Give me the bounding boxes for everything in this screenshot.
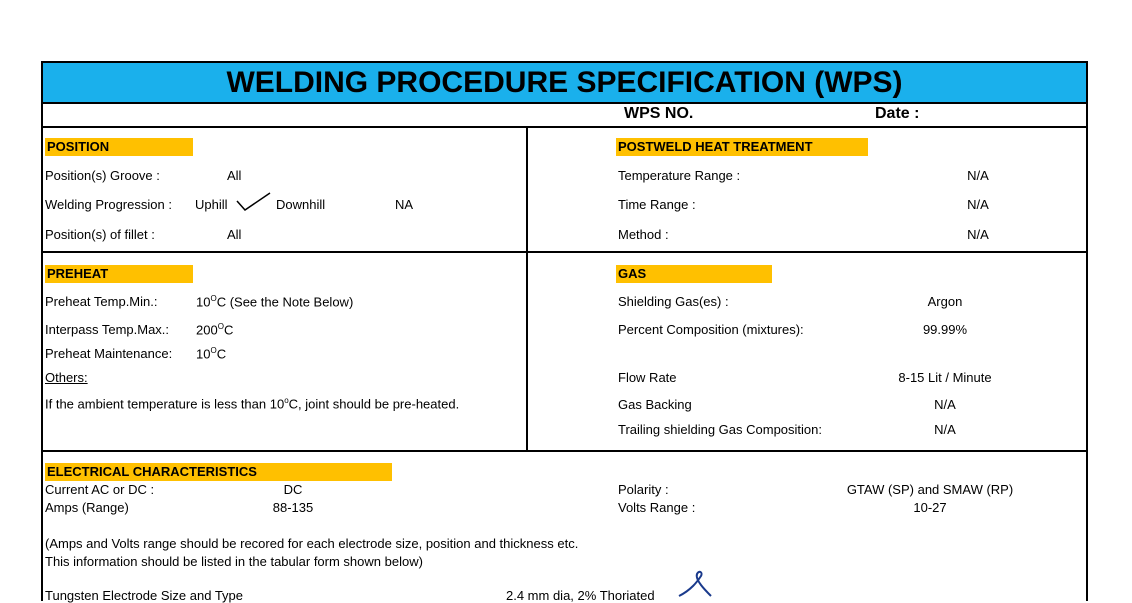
trailing-value: N/A: [934, 422, 956, 437]
interpass-value: $200^OC$: [196, 322, 234, 338]
composition-value: 99.99%: [922, 322, 968, 337]
pwht-header: POSTWELD HEAT TREATMENT: [616, 138, 868, 156]
current-label: Current AC or DC :: [45, 482, 155, 497]
volts-label: Volts Range :: [618, 500, 696, 515]
wps-no-label: WPS NO.: [624, 105, 694, 122]
volts-value: 10-27: [913, 500, 947, 515]
preheat-min-label: Preheat Temp.Min.:: [45, 294, 158, 309]
position-header: POSITION: [45, 138, 193, 156]
wps-sheet: [41, 61, 1088, 601]
progression-other-value: NA: [395, 197, 414, 212]
flow-label: Flow Rate: [618, 370, 677, 385]
date-label: Date :: [875, 105, 920, 122]
maintenance-label: Preheat Maintenance:: [45, 346, 173, 361]
downhill-option: Downhill: [276, 197, 326, 212]
backing-value: N/A: [934, 397, 956, 412]
backing-label: Gas Backing: [618, 397, 692, 412]
checkmark-icon: [236, 191, 272, 213]
electrical-header: ELECTRICAL CHARACTERISTICS: [45, 463, 392, 481]
tungsten-label: Tungsten Electrode Size and Type: [45, 588, 244, 603]
pwht-method-value: N/A: [967, 227, 989, 242]
composition-label: Percent Composition (mixtures):: [618, 322, 804, 337]
pwht-temp-value: N/A: [967, 168, 989, 183]
column-divider: [526, 126, 528, 452]
progression-label: Welding Progression :: [45, 197, 172, 212]
pwht-time-label: Time Range :: [618, 197, 696, 212]
shielding-label: Shielding Gas(es) :: [618, 294, 729, 309]
uphill-option: Uphill: [195, 197, 228, 212]
groove-label: Position(s) Groove :: [45, 168, 160, 183]
pwht-temp-label: Temperature Range :: [618, 168, 741, 183]
preheat-min-value: $10^OC$ (See the Note Below): [196, 294, 354, 310]
flow-value: 8-15 Lit / Minute: [898, 370, 992, 385]
amps-label: Amps (Range): [45, 500, 129, 515]
groove-value: All: [227, 168, 242, 183]
maintenance-value: $10^OC$: [196, 346, 227, 362]
document-title: WELDING PROCEDURE SPECIFICATION (WPS): [43, 63, 1086, 104]
current-value: DC: [283, 482, 303, 497]
tungsten-value: 2.4 mm dia, 2% Thoriated: [506, 588, 655, 603]
polarity-label: Polarity :: [618, 482, 669, 497]
row-divider-2: [43, 450, 1086, 452]
preheat-header: PREHEAT: [45, 265, 193, 283]
gas-header: GAS: [616, 265, 772, 283]
interpass-label: Interpass Temp.Max.:: [45, 322, 170, 337]
row-divider-1: [43, 251, 1086, 253]
others-label: Others:: [45, 370, 88, 385]
wps-number-row: [43, 104, 1086, 128]
preheat-note: If the ambient temperature is less than 10$^o$C, joint should be pre-heated.: [45, 396, 460, 412]
shielding-value: Argon: [927, 294, 963, 309]
trailing-label: Trailing shielding Gas Composition:: [618, 422, 823, 437]
pwht-method-label: Method :: [618, 227, 669, 242]
electrical-note-line-1: (Amps and Volts range should be recored for each electrode size, position and thickness etc.: [45, 536, 579, 551]
fillet-value: All: [227, 227, 242, 242]
electrical-note-line-2: This information should be listed in the tabular form shown below): [45, 554, 423, 569]
fillet-label: Position(s) of fillet :: [45, 227, 155, 242]
amps-value: 88-135: [272, 500, 314, 515]
pwht-time-value: N/A: [967, 197, 989, 212]
polarity-value: GTAW (SP) and SMAW (RP): [846, 482, 1014, 497]
